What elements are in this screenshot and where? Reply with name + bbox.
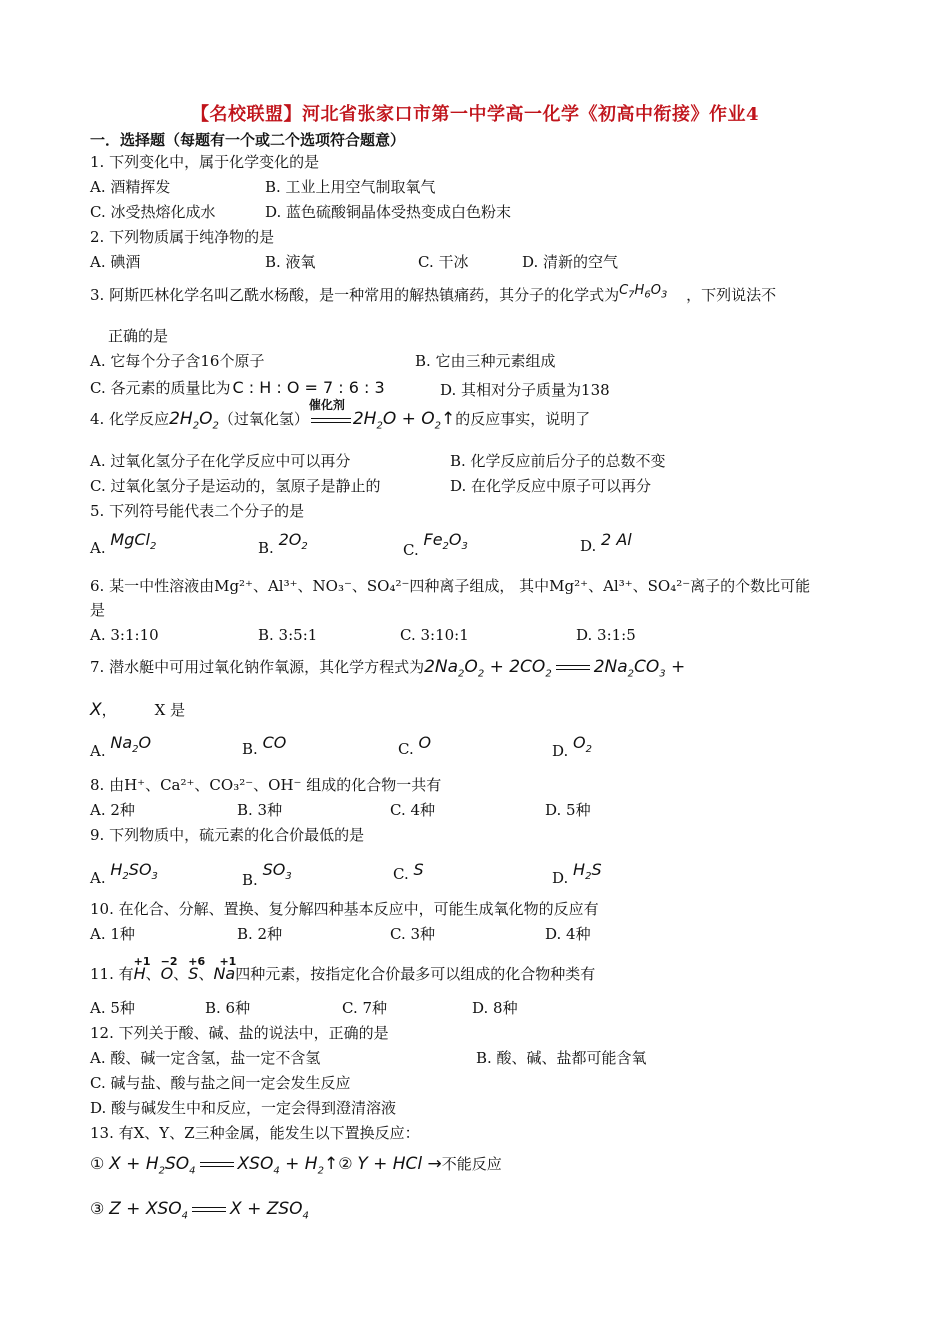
q1-option-a: A. 酒精挥发: [90, 178, 171, 196]
q3-stem: [90, 281, 776, 306]
q3-ratio: C : H : O = 7 : 6 : 3: [232, 378, 385, 397]
q5-option-a-label: A.: [90, 539, 106, 557]
q13-stem: 13. 有X、Y、Z三种金属，能发生以下置换反应：: [90, 1124, 420, 1142]
q12-option-b: B. 酸、碱、盐都可能含氧: [476, 1049, 647, 1067]
q1-stem: 1. 下列变化中，属于化学变化的是: [90, 153, 320, 171]
q12-option-a: A. 酸、碱一定含氢，盐一定不含氢: [90, 1049, 321, 1067]
q11-symbol-na: Na: [213, 964, 236, 983]
q9-formula-d: $H_2S$: [573, 860, 602, 883]
q4-option-a: A. 过氧化氢分子在化学反应中可以再分: [90, 452, 351, 470]
q7-equation: $2Na_2O_2 + 2CO_2$ $2Na_2CO_3$ +: [424, 657, 686, 680]
q4-stem: [90, 398, 591, 436]
q13-marker-2: ②: [338, 1154, 353, 1173]
q8-option-d: D. 5种: [545, 801, 591, 819]
q2-option-c: C. 干冰: [418, 253, 469, 271]
q13-equals-sign-3: [192, 1207, 226, 1212]
q7-formula-c: O: [418, 733, 432, 752]
q10-stem: 10. 在化合、分解、置换、复分解四种基本反应中，可能生成氧化物的反应有: [90, 900, 599, 918]
q9-option-a: [90, 860, 158, 888]
q4-catalyst-arrow: [308, 398, 353, 429]
q11-separator: 、: [198, 965, 214, 983]
q8-option-b: B. 3种: [237, 801, 283, 819]
q6-option-d: D. 3:1:5: [576, 626, 636, 644]
q4-paren: （过氧化氢）: [218, 410, 309, 428]
q9-option-d-label: D.: [552, 869, 569, 887]
q6-stem: 6. 某一中性溶液由Mg²⁺、Al³⁺、NO₃⁻、SO₄²⁻四种离子组成， 其中Mg²⁺、Al³⁺、SO₄²⁻离子的个数比可能: [90, 577, 811, 595]
q11-valence-h: +1: [133, 955, 151, 968]
q3-formula: $C_7H_6O_3$: [619, 283, 668, 301]
q7-x-line: X， X 是: [90, 700, 186, 720]
q11-element-s: [188, 955, 206, 984]
q13-equals-sign-1: [200, 1162, 234, 1167]
q13-no-reaction: 不能反应: [441, 1155, 502, 1173]
q9-option-b: [242, 860, 292, 890]
q6-option-b: B. 3:5:1: [258, 626, 318, 644]
q10-option-a: A. 1种: [90, 925, 135, 943]
q7-option-d-label: D.: [552, 742, 569, 760]
q9-formula-b: $SO_3$: [262, 860, 292, 883]
page-title: 【名校联盟】河北省张家口市第一中学高一化学《初高中衔接》作业4: [190, 104, 760, 125]
q3-stem-tail: ，下列说法不: [686, 286, 777, 304]
q5-option-b-label: B.: [258, 539, 274, 557]
q11-separator: 、: [173, 965, 189, 983]
q11-symbol-o: O: [160, 964, 174, 983]
q4-reactant: $2H_2O_2$: [169, 409, 219, 432]
q8-stem: 8. 由H⁺、Ca²⁺、CO₃²⁻、OH⁻ 组成的化合物一共有: [90, 776, 442, 794]
q2-option-a: A. 碘酒: [90, 253, 141, 271]
q5-option-a: [90, 530, 156, 558]
q10-option-d: D. 4种: [545, 925, 591, 943]
q11-option-a: A. 5种: [90, 999, 135, 1017]
q11-valence-s: +6: [188, 955, 206, 968]
q7-option-d: [552, 733, 592, 761]
q2-option-b: B. 液氧: [265, 253, 316, 271]
q4-option-b: B. 化学反应前后分子的总数不变: [450, 452, 666, 470]
q7-option-a: [90, 733, 151, 761]
q4-stem-text: 4. 化学反应: [90, 410, 170, 428]
section-heading: 一．选择题（每题有一个或二个选项符合题意）: [90, 131, 406, 149]
q8-option-c: C. 4种: [390, 801, 436, 819]
q13-marker-1: ①: [90, 1154, 105, 1173]
q13-marker-3: ③: [90, 1199, 105, 1218]
q5-option-c-label: C.: [403, 541, 419, 559]
q13-reaction-3: $Z + XSO_4$ $X + ZSO_4$: [109, 1199, 309, 1222]
q13-reaction-1-2: [90, 1154, 502, 1181]
q5-option-c: [403, 530, 468, 560]
q7-option-b-label: B.: [242, 740, 258, 758]
q11-symbol-s: S: [188, 964, 199, 983]
q6-option-c: C. 3:10:1: [400, 626, 469, 644]
q5-option-d-label: D.: [580, 537, 597, 555]
q6-stem-continued: 是: [90, 601, 106, 619]
q11-separator: 、: [145, 965, 161, 983]
q4-products: $2H_2O$ + $O_2↑$: [352, 409, 456, 432]
q11-option-d: D. 8种: [472, 999, 518, 1017]
q7-stem: [90, 657, 685, 684]
q3-stem-continued: 正确的是: [108, 327, 169, 345]
q4-catalyst: 催化剂: [308, 398, 345, 412]
q2-stem: 2. 下列物质属于纯净物的是: [90, 228, 275, 246]
q7-option-c-label: C.: [398, 740, 414, 758]
q9-option-c: [393, 860, 424, 884]
q9-option-a-label: A.: [90, 869, 106, 887]
q11-symbol-h: H: [133, 964, 146, 983]
q5-option-d: [580, 530, 632, 556]
q5-formula-b: $2O_2$: [278, 530, 308, 553]
q7-formula-d: $O_2$: [573, 733, 593, 756]
q7-option-c: [398, 733, 431, 759]
q7-equals-sign: [556, 665, 590, 670]
q7-formula-b: CO: [262, 733, 287, 752]
q5-stem: 5. 下列符号能代表二个分子的是: [90, 502, 305, 520]
q11-element-o: [160, 955, 178, 984]
q1-option-c: C. 冰受热熔化成水: [90, 203, 216, 221]
q11-valence-na: +1: [219, 955, 237, 968]
q13-reaction-1: $X + H_2SO_4$ $XSO_4$ + $H_2↑$: [109, 1154, 339, 1177]
q4-option-d: D. 在化学反应中原子可以再分: [450, 477, 652, 495]
q4-option-c: C. 过氧化氢分子是运动的，氢原子是静止的: [90, 477, 381, 495]
q11-stem: [90, 955, 596, 984]
q7-option-b: [242, 733, 286, 759]
q9-formula-c: S: [413, 860, 424, 879]
q3-option-c-text: C. 各元素的质量比为: [90, 379, 231, 397]
q4-tail: 的反应事实，说明了: [455, 410, 591, 428]
q10-option-c: C. 3种: [390, 925, 436, 943]
q3-option-d: D. 其相对分子质量为138: [440, 381, 610, 399]
q6-option-a: A. 3:1:10: [90, 626, 159, 644]
q5-option-b: [258, 530, 308, 558]
q7-x: X: [90, 700, 102, 720]
q13-reaction-3-line: [90, 1199, 309, 1226]
q12-option-d: D. 酸与碱发生中和反应，一定会得到澄清溶液: [90, 1099, 397, 1117]
q7-stem-text: 7. 潜水艇中可用过氧化钠作氧源，其化学方程式为: [90, 658, 425, 676]
q4-equals-sign: [311, 418, 351, 423]
q1-option-d: D. 蓝色硫酸铜晶体受热变成白色粉末: [265, 203, 512, 221]
q3-option-a: A. 它每个分子含16个原子: [90, 352, 265, 370]
q5-formula-c: $Fe_2O_3$: [423, 530, 468, 553]
q11-option-b: B. 6种: [205, 999, 251, 1017]
q11-stem-text: 11. 有: [90, 965, 134, 983]
q10-option-b: B. 2种: [237, 925, 283, 943]
q1-option-b: B. 工业上用空气制取氧气: [265, 178, 436, 196]
q11-element-h: [133, 955, 151, 984]
q12-stem: 12. 下列关于酸、碱、盐的说法中，正确的是: [90, 1024, 389, 1042]
q3-option-b: B. 它由三种元素组成: [415, 352, 556, 370]
q9-formula-a: $H_2SO_3$: [110, 860, 158, 883]
q8-option-a: A. 2种: [90, 801, 135, 819]
q3-stem-text: 3. 阿斯匹林化学名叫乙酰水杨酸，是一种常用的解热镇痛药，其分子的化学式为: [90, 286, 620, 304]
q11-option-c: C. 7种: [342, 999, 388, 1017]
q5-formula-a: MgCl$_2$: [110, 530, 157, 553]
q11-tail: 四种元素，按指定化合价最多可以组成的化合物种类有: [235, 965, 596, 983]
q13-reaction-2: Y + HCl →: [357, 1154, 442, 1174]
q9-option-b-label: B.: [242, 871, 258, 889]
q9-option-c-label: C.: [393, 865, 409, 883]
q11-element-na: [213, 955, 237, 984]
q12-option-c: C. 碱与盐、酸与盐之间一定会发生反应: [90, 1074, 351, 1092]
q11-valence-o: −2: [160, 955, 178, 968]
q7-option-a-label: A.: [90, 742, 106, 760]
q7-x-tail: X 是: [154, 701, 186, 719]
q7-formula-a: $Na_2O$: [110, 733, 152, 756]
q9-option-d: [552, 860, 602, 888]
q9-stem: 9. 下列物质中，硫元素的化合价最低的是: [90, 826, 365, 844]
q5-formula-d: 2 Al: [601, 530, 632, 549]
q2-option-d: D. 清新的空气: [522, 253, 619, 271]
